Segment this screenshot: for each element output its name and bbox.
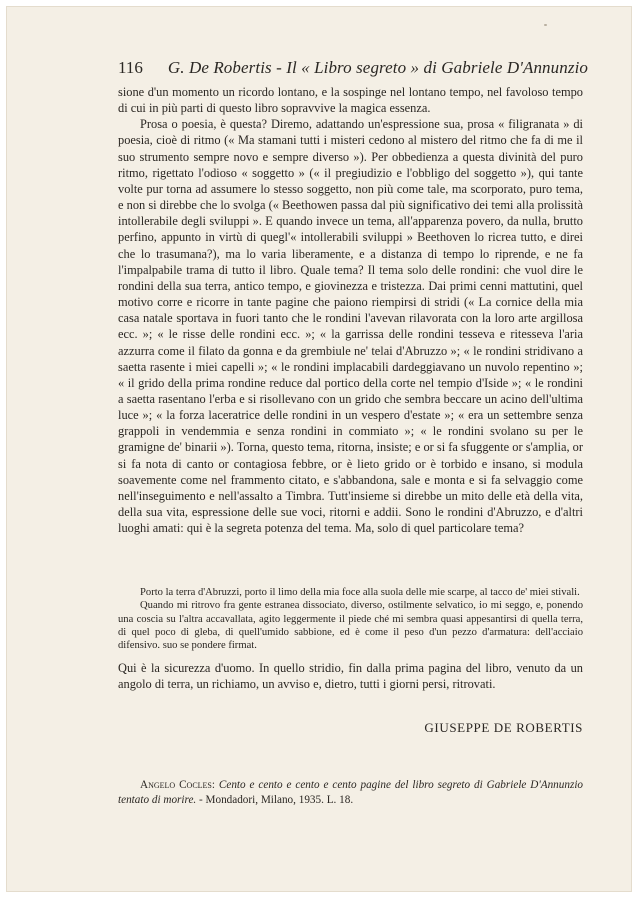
book-publication: - Mondadori, Milano, 1935. L. 18. xyxy=(199,793,354,806)
paragraph: sione d'un momento un ricordo lontano, e la sospinge nel lontano tempo, nel favoloso tempo di cui in più parti di questo libro sopravvive la magica essenza. xyxy=(118,85,583,116)
page xyxy=(6,6,632,892)
paper-speck xyxy=(544,24,547,26)
book-author: Angelo Cocles xyxy=(140,779,212,791)
running-header xyxy=(118,58,588,82)
quote-paragraph: Porto la terra d'Abruzzi, porto il limo della mia foce alla suola delle mie scarpe, al tacco de' miei stivali. xyxy=(140,587,580,598)
running-title: G. De Robertis - Il « Libro segreto » di Gabriele D'Annunzio xyxy=(167,58,588,77)
bibliographic-note: Angelo Cocles: Cento e cento e cento e cento pagine del libro segreto di Gabriele D'Annunzio tentato di morire. - Mondadori, Milano, 1935. L. 18. xyxy=(118,779,584,806)
block-quote xyxy=(118,586,583,652)
closing-text xyxy=(118,660,583,692)
paragraph: Qui è la sicurezza d'uomo. In quello stridio, fin dalla prima pagina del libro, venuto da un angolo di terra, un richiamo, un avviso e, dietro, tutti i giorni persi, ritrovati. xyxy=(118,661,583,692)
author-signature: GIUSEPPE DE ROBERTIS xyxy=(424,720,583,735)
paragraph: Prosa o poesia, è questa? Diremo, adattando un'espressione sua, prosa « filigranata » di poesia, cioè di ritmo (« Ma stamani tutti i misteri cedono al mistero del ritmo che fa di me il suo strumento sempre novo e sempre diverso »). Per obbedienza a questa divinità del puro ritmo, rigettato l'odioso « soggetto » (« il pregiudizio e l'obbligo del soggetto »), qui tante volte pur torna ad assumere lo stesso soggetto, non più come tale, ma scorporato, puro tema, e non si direbbe che lo svolga (« Beethowen passa dal più significativo dei temi alla prolissità intollerabile degli sviluppi ». E quando invece un tema, all'apparenza povero, da nulla, brutto perfino, appunto in virtù di quegl'« intollerabili sviluppi » Beethoven lo ricrea tutto, e direi che lo trasumana?), ma lo varia liberamente, e a distanza di tempo lo riprende, e ne fa l'impalpabile trama di tutto il libro. Quale tema? Il tema solo delle rondini: che vuol dire le rondini della sua terra, antico tempo, e giovinezza e tristezza. Dai primi cenni mattutini, quel motivo corre e ricorre in tante pagine che paiono riempirsi di stridi (« La cornice della mia casa natale sportava in fuori tanto che le rondini l'avevan rilavorata con la loro arte argillosa ecc. »; « le risse delle rondini ecc. »; « la garrissa delle rondini tesseva e ritesseva l'aria azzurra come il filato da gonna e da grembiule ne' telai d'Abruzzo »; « le rondini stridivano a saetta rasente i miei capelli »; « le rondini implacabili dardeggiavano un nuvolo repentino »; « il grido della prima rondine reduce dal portico della corte nel tempio d'Iside »; « le rondini a saetta rasentano l'erba e si risollevano con un grido che sembra beccare un acino dell'ultima luce »; « la forza laceratrice delle rondini in un vespero d'estate »; « era un settembre senza grappoli in vendemmia e senza rondini in commiato »; « le rondini svolano su per le gramigne de' binarii »). Torna, questo tema, ritorna, insiste; e or si fa sfuggente or s'amplia, or si fa nota di canto or contagiosa febbre, or è lieto grido or è torbido e insano, si modula soavemente come nel frammento citato, e s'abbandona, sale e monta e si fa selvaggio come nell'inseguimento e nell'assalto a Timbra. Tutt'insieme si direbbe un mito delle età della vita, della sua vita, espressione delle sue voci, ritorni e addii. Sono le rondini d'Abruzzo, e d'altri luoghi amati: qui è la segreta potenza del tema. Ma, solo di quel particolare tema? xyxy=(118,117,583,536)
page-number: 116 xyxy=(118,58,143,77)
quote-paragraph: Quando mi ritrovo fra gente estranea dissociato, diverso, ostilmente selvatico, io mi seggo, e, ponendo una coscia su l'altra accavallata, agito leggermente il piede ché mi sembra quasi appesantirsi di quella terra, di quel poco di gleba, di quell'umido sabbione, ed è come il peso d'un pezzo d'armatura: dell'acciaio difensivo. suo se pondere firmat. xyxy=(118,600,583,652)
main-text xyxy=(118,84,583,536)
book-title: Cento e cento e cento e cento pagine del libro segreto di Gabriele D'Annunzio tentato di morire. xyxy=(118,779,584,806)
